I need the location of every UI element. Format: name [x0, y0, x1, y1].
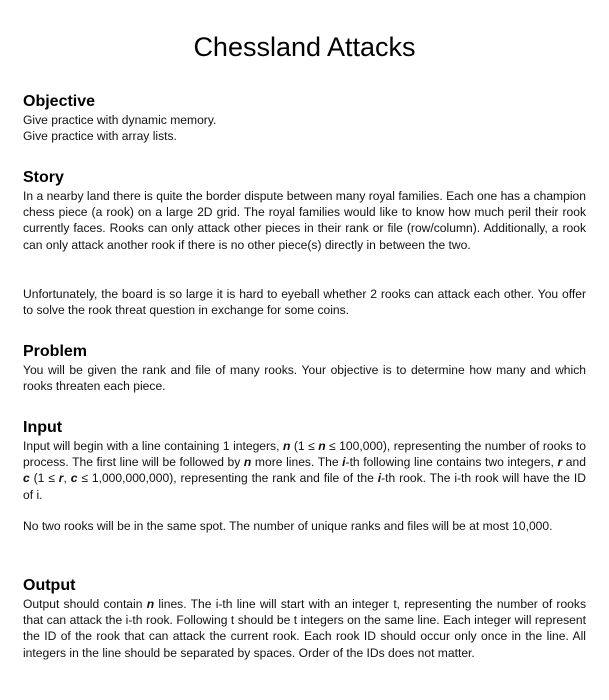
page-title: Chessland Attacks [193, 32, 416, 62]
text-run: , [63, 471, 71, 486]
text-run: Input will begin with a line containing 1 integers, [23, 439, 283, 453]
text-run: -th following line contains two integers, [345, 455, 558, 470]
var-i: i [377, 471, 382, 486]
objective-body [23, 112, 586, 144]
story-heading: Story [23, 169, 64, 186]
text-run: -th rook. The i-th rook will have the ID of i. [23, 471, 586, 502]
input-heading: Input [23, 419, 63, 436]
output-heading: Output [23, 577, 76, 594]
problem-heading: Problem [23, 343, 88, 360]
problem-paragraph: You will be given the rank and file of many rooks. Your objective is to determine how many and which rooks threaten each piece. [23, 363, 586, 394]
text-run: (1 ≤ [29, 471, 59, 486]
text-run: ≤ 100,000), representing the number of rooks to process. The first line will be followed by [23, 439, 586, 470]
text-run: (1 ≤ [290, 439, 319, 453]
input-paragraph-2: No two rooks will be in the same spot. The number of unique ranks and files will be at most 10,000. [23, 519, 553, 533]
story-paragraph-1: In a nearby land there is quite the border dispute between many royal families. Each one has a champion chess piece (a rook) on a large 2D grid. The royal families would like to know how much peril their rook currently faces. Rooks can only attack other pieces in their rank or file (row/column). Additionally, a rook can only attack another rook if there is no other piece(s) directly in between the two. [23, 189, 586, 252]
var-r: r [58, 471, 64, 486]
var-i: i [342, 455, 346, 470]
text-run: more lines. The [251, 455, 343, 470]
var-n: n [146, 597, 155, 611]
var-r: r [557, 455, 563, 470]
output-paragraph [23, 596, 586, 661]
text-run: Output should contain [23, 597, 147, 611]
text-run: and [562, 455, 586, 470]
var-n: n [243, 455, 252, 470]
var-c: c [23, 471, 30, 486]
text-run: lines. The i-th line will start with an integer t, representing the number of rooks that can attack the i-th rook. Following t should be t integers on the same line. Each integer will represent the ID of the rook that can attack the current rook. Each rook ID should occur only once in the line. All integers in the line should be separated by spaces. Order of the IDs does not matter. [23, 597, 586, 660]
input-paragraph-1 [23, 438, 586, 503]
var-c: c [70, 471, 78, 486]
var-n: n [318, 439, 326, 453]
objective-line: Give practice with array lists. [23, 129, 177, 144]
objective-heading: Objective [23, 93, 96, 110]
var-n: n [282, 439, 291, 453]
objective-line: Give practice with dynamic memory. [23, 113, 217, 127]
story-paragraph-2: Unfortunately, the board is so large it is hard to eyeball whether 2 rooks can attack each other. You offer to solve the rook threat question in exchange for some coins. [23, 287, 586, 318]
text-run: ≤ 1,000,000,000), representing the rank and file of the [77, 471, 378, 486]
